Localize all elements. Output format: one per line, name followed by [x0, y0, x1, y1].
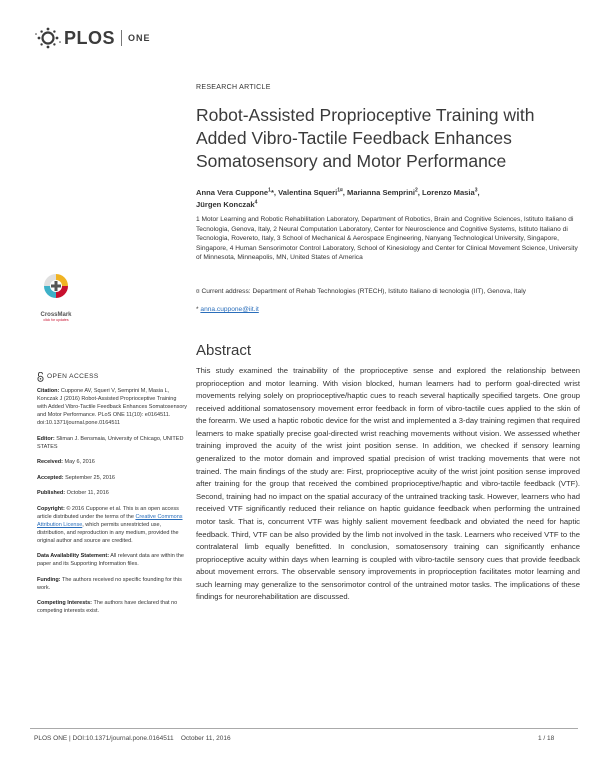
- received-date: May 6, 2016: [64, 459, 95, 465]
- affiliation-text: Human Sensorimotor Control Laboratory, School of Kinesiology and Center for Clinical Movement Science, University of Minnesota, Minneapolis, MN, United States of America: [196, 244, 578, 262]
- article-sidebar: [37, 372, 187, 623]
- crossmark-badge[interactable]: [38, 272, 74, 322]
- corresponding-email: [196, 306, 259, 313]
- title-line: Robot-Assisted Proprioceptive Training with: [196, 105, 535, 125]
- article-type: RESEARCH ARTICLE: [196, 84, 271, 91]
- data-availability-label: Data Availability Statement:: [37, 553, 110, 559]
- copyright-text: © 2016 Cuppone et al. This is an open access article distributed under the terms of the: [37, 505, 179, 520]
- competing-interests-label: Competing Interests:: [37, 600, 93, 606]
- email-link[interactable]: anna.cuppone@iit.it: [200, 306, 259, 313]
- plos-logo-icon: [34, 26, 62, 50]
- author-sup: 4: [254, 198, 258, 205]
- journal-name: ONE: [128, 33, 151, 43]
- open-access-label: OPEN ACCESS: [47, 373, 99, 380]
- published-block: [37, 489, 187, 497]
- author-sup: 1¤: [337, 187, 343, 194]
- data-availability-block: [37, 552, 187, 568]
- author-name: Lorenzo Masia: [421, 188, 475, 197]
- abstract-text: This study examined the trainability of the proprioceptive sense and explored the relationship between proprioception and motor learning. With vision blocked, human learners had to perform goal-directed wrist movements relying solely on proprioceptive/haptic cues to reach several haptically specified targets. One group received additional somatosensory movement error feedback in form of vibro-tactile cues applied to the skin of the forearm. We used a haptic robotic device for the wrist and implemented a 3-day training regimen that required learners to make spatially precise goal-directed wrist reaching movements without vision. We assessed whether training improved the acuity of the wrist joint position sense. In addition, we checked if sensory learning generalized to the motor domain and improved spatial precision of wrist tracking movements that were not trained. The main findings of the study are: First, proprioceptive acuity of the wrist joint position sense improved after training for the group that received the combined proprioceptive/haptic and vibro-tactile feedback (VTF). Second, training had no impact on the spatial accuracy of the untrained tracking task. However, learners who had received VTF significantly reduced their reliance on haptic guidance feedback when performing the untrained motor task. That is, concurrent VTF was highly salient movement feedback and obviated the need for haptic feedback. Third, VTF can be also provided by the limb not involved in the task. Learners who received VTF to the contralateral limb equally benefitted. In conclusion, somatosensory training can significantly enhance proprioceptive acuity within days when learning is coupled with vibro-tactile sensory cues that provide feedback about movement errors. The observable sensory improvements in proprioception facilitates motor learning and such learning may generalize to the sensorimotor control of the untrained motor tasks. The implications of these findings for neurorehabilitation are discussed.: [196, 366, 580, 602]
- author-list: Anna Vera Cuppone$^1$*, Valentina Squeri$^{1¤}$, Marianna Semprini$^2$, Lorenzo Masia$^3$, Jürgen Konczak$^4$: [196, 187, 480, 209]
- funding-text: The authors received no specific founding for this work.: [37, 576, 182, 591]
- page-number: 1 / 18: [538, 735, 555, 742]
- published-label: Published:: [37, 490, 66, 496]
- open-lock-icon: [37, 372, 44, 382]
- editor-label: Editor:: [37, 435, 55, 442]
- journal-logo: [34, 26, 151, 50]
- competing-interests-text: The authors have declared that no competing interests exist.: [37, 600, 178, 614]
- affiliation-text: School of Mechanical & Aerospace Engineering, Nanyang Technological University, Singapore, Singapore,: [196, 235, 559, 252]
- affiliation-num: 4: [229, 244, 234, 252]
- crossmark-label: CrossMark: [40, 312, 72, 318]
- affiliations: [196, 215, 578, 263]
- author-name: Jürgen Konczak: [196, 199, 255, 209]
- affiliation-text: Neural Computation Laboratory, Center for Neuroscience and Cognitive Systems, Istituto Italiano di Tecnologia, Rovereto, Italy,: [196, 225, 568, 243]
- crossmark-sublabel: click for updates: [43, 318, 69, 322]
- title-line: Somatosensory and Motor Performance: [196, 151, 507, 171]
- affiliation-num: 2: [273, 225, 277, 233]
- author-name: Marianna Semprini: [347, 188, 415, 197]
- footer-divider: [30, 728, 578, 729]
- article-title: [196, 104, 576, 173]
- affiliation-num: 1: [196, 216, 200, 223]
- author-name: Anna Vera Cuppone: [196, 188, 269, 197]
- copyright-text-tail: , which permits unrestricted use, distribution, and reproduction in any medium, provided the original author and source are credited.: [37, 521, 179, 544]
- author-marker: *,: [270, 188, 279, 197]
- author-sup: 2: [414, 187, 418, 194]
- author-name: Valentina Squeri: [278, 188, 338, 197]
- footer-citation: PLOS ONE | DOI:10.1371/journal.pone.0164511 October 11, 2016: [34, 735, 231, 742]
- accepted-block: [37, 474, 187, 482]
- title-line: Added Vibro-Tactile Feedback Enhances: [196, 128, 512, 148]
- email-marker: *: [196, 306, 201, 313]
- data-availability-text: All relevant data are within the paper and its Supporting Information files.: [37, 553, 184, 567]
- copyright-block: [37, 505, 187, 545]
- funding-block: [37, 576, 187, 592]
- published-date: October 11, 2016: [66, 490, 109, 496]
- logo-divider: [121, 30, 122, 46]
- received-label: Received:: [37, 459, 63, 465]
- crossmark-icon: [41, 272, 71, 306]
- accepted-date: September 25, 2016: [65, 474, 115, 481]
- editor-block: [37, 435, 187, 451]
- affiliation-num: 3: [276, 235, 281, 243]
- received-block: [37, 458, 187, 466]
- funding-label: Funding:: [37, 576, 61, 583]
- competing-interests-block: [37, 599, 187, 615]
- author-sup: 3: [474, 187, 478, 194]
- license-link[interactable]: Creative Commons Attribution License: [37, 513, 183, 528]
- affiliation-text: Motor Learning and Robotic Rehabilitation Laboratory, Department of Robotics, Brain and Cognitive Sciences, Istituto Italiano di Tecnologia, Genova, Italy,: [196, 216, 574, 233]
- citation-text: Cuppone AV, Squeri V, Semprini M, Masia L, Konczak J (2016) Robot-Assisted Proprioceptive Training with Added Vibro-Tactile Feedback Enhances Somatosensory and Motor Performance. PLoS ONE 11(10): e0164511. doi:10.1371/journal.pone.0164511: [37, 388, 188, 426]
- logo-text: PLOS: [64, 27, 116, 48]
- citation-label: Citation:: [37, 388, 60, 394]
- author-sup: 1: [268, 187, 271, 194]
- copyright-label: Copyright:: [37, 505, 65, 512]
- accepted-label: Accepted:: [37, 474, 64, 481]
- current-address: ¤ Current address: Department of Rehab Technologies (RTECH), Istituto Italiano di tecnologia (IIT), Genova, Italy: [196, 288, 526, 295]
- open-access-row: [37, 372, 187, 382]
- citation-block: [37, 387, 187, 427]
- abstract-heading: Abstract: [196, 342, 252, 359]
- editor-text: Sliman J. Bensmaia, University of Chicago, UNITED STATES: [37, 435, 184, 450]
